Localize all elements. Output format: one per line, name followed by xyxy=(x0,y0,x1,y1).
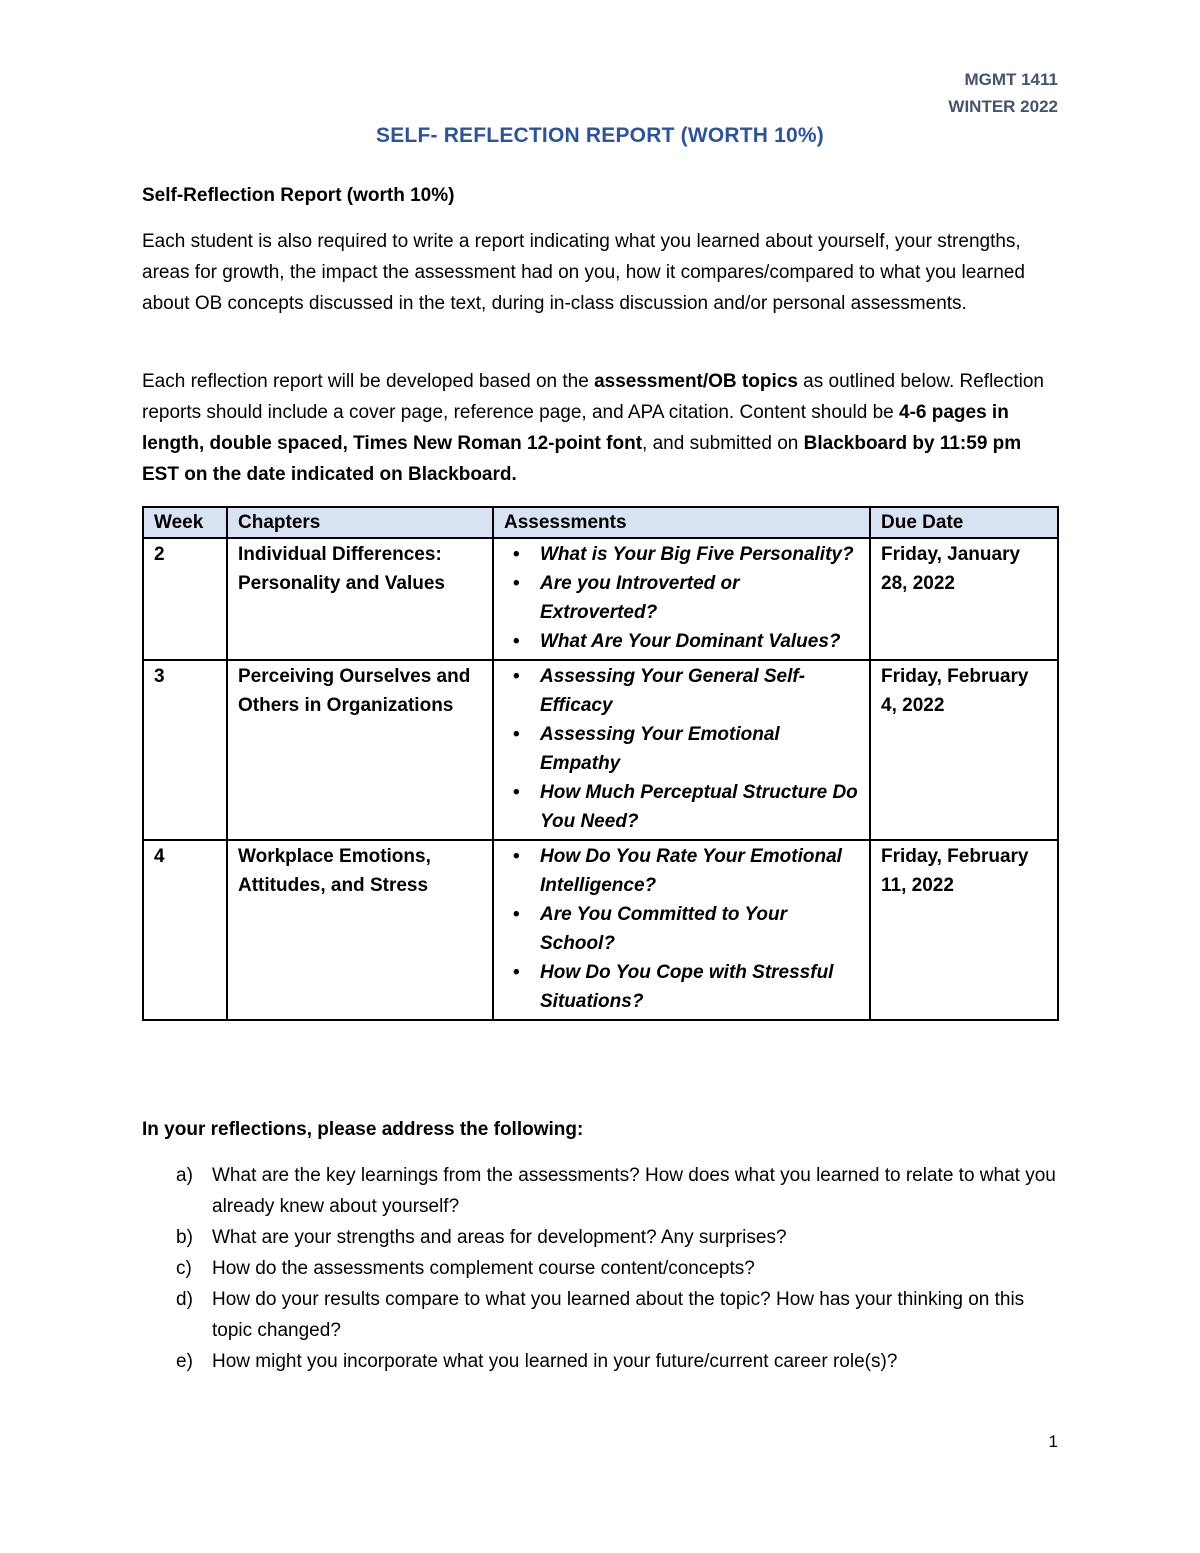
section-subheading: Self-Reflection Report (worth 10%) xyxy=(142,185,455,206)
assessment-item: • Are You Committed to Your School? xyxy=(504,900,859,958)
assessment-list xyxy=(504,842,859,1016)
assessment-schedule-table xyxy=(142,506,1059,1021)
reflections-heading: In your reflections, please address the following: xyxy=(142,1119,584,1140)
assessment-item: • Assessing Your General Self-Efficacy xyxy=(504,662,859,720)
page-number: 1 xyxy=(1048,1432,1058,1451)
list-item xyxy=(142,1253,1058,1284)
requirements-paragraph xyxy=(142,366,1058,490)
col-week: Week xyxy=(143,507,227,538)
due-date-cell: Friday, February 4, 2022 xyxy=(870,660,1058,840)
table-row xyxy=(143,538,1058,660)
list-item xyxy=(142,1222,1058,1253)
col-chapters: Chapters xyxy=(227,507,493,538)
course-code: MGMT 1411 xyxy=(964,70,1058,89)
assessment-item: • Assessing Your Emotional Empathy xyxy=(504,720,859,778)
req-bold-1: assessment/OB topics xyxy=(594,371,798,392)
list-item-text: How do your results compare to what you learned about the topic? How has your thinking on this topic changed? xyxy=(212,1289,1025,1341)
intro-paragraph: Each student is also required to write a report indicating what you learned about yourself, your strengths, areas for growth, the impact the assessment had on you, how it compares/compared to what you learned about OB concepts discussed in the text, during in-class discussion and/or personal assessments. xyxy=(142,231,1025,314)
week-cell: 2 xyxy=(143,538,227,660)
assessment-item: • What Are Your Dominant Values? xyxy=(504,627,859,656)
bullet-icon: • xyxy=(513,904,520,925)
assessment-item: • How Much Perceptual Structure Do You Need? xyxy=(504,778,859,836)
col-due-date: Due Date xyxy=(870,507,1058,538)
assessment-list xyxy=(504,662,859,836)
chapter-cell: Perceiving Ourselves and Others in Organizations xyxy=(227,660,493,840)
table-row xyxy=(143,660,1058,840)
term: WINTER 2022 xyxy=(948,97,1058,116)
req-bold-3: Blackboard by 11:59 pm EST on the date indicated on Blackboard. xyxy=(142,433,1022,485)
week-cell: 3 xyxy=(143,660,227,840)
list-marker: b) xyxy=(176,1227,193,1248)
list-item-text: What are the key learnings from the assessments? How does what you learned to relate to what you already knew about yourself? xyxy=(212,1165,1056,1217)
assessment-list xyxy=(504,540,859,656)
assessments-cell xyxy=(493,840,870,1020)
list-marker: c) xyxy=(176,1258,192,1279)
assessments-cell xyxy=(493,660,870,840)
bullet-icon: • xyxy=(513,573,520,594)
list-marker: d) xyxy=(176,1289,193,1310)
list-item xyxy=(142,1160,1058,1222)
req-text-2: as outlined below. Reflection reports should include a cover page, reference page, and APA citation. Content should be xyxy=(142,371,1044,423)
list-item xyxy=(142,1284,1058,1346)
assessment-item: • How Do You Cope with Stressful Situations? xyxy=(504,958,859,1016)
chapter-cell: Individual Differences: Personality and Values xyxy=(227,538,493,660)
bullet-icon: • xyxy=(513,631,520,652)
list-item-text: How might you incorporate what you learned in your future/current career role(s)? xyxy=(212,1351,898,1372)
assessments-cell xyxy=(493,538,870,660)
bullet-icon: • xyxy=(513,846,520,867)
due-date-cell: Friday, January 28, 2022 xyxy=(870,538,1058,660)
req-bold-2: 4-6 pages in length, double spaced, Times New Roman 12-point font xyxy=(142,402,1009,454)
list-marker: e) xyxy=(176,1351,193,1372)
assessment-item: • Are you Introverted or Extroverted? xyxy=(504,569,859,627)
week-cell: 4 xyxy=(143,840,227,1020)
due-date-cell: Friday, February 11, 2022 xyxy=(870,840,1058,1020)
assessment-item: • What is Your Big Five Personality? xyxy=(504,540,859,569)
table-row xyxy=(143,840,1058,1020)
list-item-text: How do the assessments complement course content/concepts? xyxy=(212,1258,755,1279)
req-text-3: , and submitted on xyxy=(642,433,804,454)
list-item xyxy=(142,1346,1058,1377)
req-text-1: Each reflection report will be developed based on the xyxy=(142,371,595,392)
assessment-item: • How Do You Rate Your Emotional Intelligence? xyxy=(504,842,859,900)
bullet-icon: • xyxy=(513,666,520,687)
list-item-text: What are your strengths and areas for development? Any surprises? xyxy=(212,1227,787,1248)
bullet-icon: • xyxy=(513,724,520,745)
bullet-icon: • xyxy=(513,782,520,803)
bullet-icon: • xyxy=(513,962,520,983)
page-title: SELF- REFLECTION REPORT (WORTH 10%) xyxy=(376,124,824,147)
list-marker: a) xyxy=(176,1165,193,1186)
col-assessments: Assessments xyxy=(493,507,870,538)
bullet-icon: • xyxy=(513,544,520,565)
table-header-row xyxy=(143,507,1058,538)
chapter-cell: Workplace Emotions, Attitudes, and Stress xyxy=(227,840,493,1020)
reflection-questions-list xyxy=(142,1160,1058,1377)
